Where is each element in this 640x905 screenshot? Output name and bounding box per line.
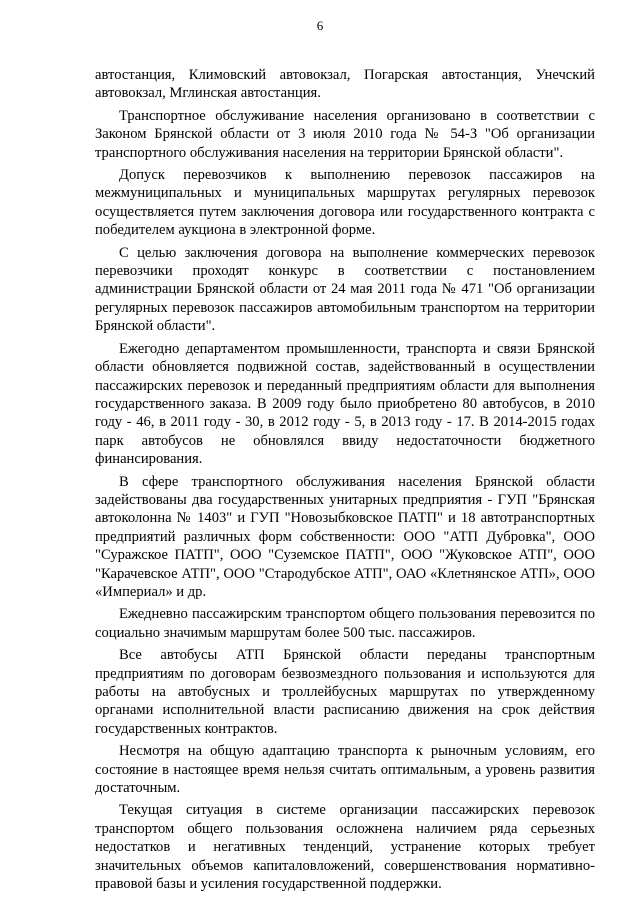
paragraph-8: Все автобусы АТП Брянской области переданы транспортным предприятиям по договорам безвозмездного пользования и используются для работы на автобусных и троллейбусных маршрутах по утвержденному органами исполнительной власти расписанию движения на срок действия государственных контрактов. — [95, 647, 595, 737]
paragraph-2: Транспортное обслуживание населения организовано в соответствии с Законом Брянской области от 3 июля 2010 года № 54-З "Об организации транспортного обслуживания населения на территории Брянской области". — [95, 107, 595, 161]
document-body — [95, 66, 595, 897]
paragraph-7: Ежедневно пассажирским транспортом общего пользования перевозится по социально значимым маршрутам более 500 тыс. пассажиров. — [95, 606, 595, 641]
paragraph-3: Допуск перевозчиков к выполнению перевозок пассажиров на межмуниципальных и муниципальных маршрутах регулярных перевозок осуществляется путем заключения договора или государственного контракта с победителем аукциона в электронной форме. — [95, 167, 595, 239]
paragraph-1: автостанция, Климовский автовокзал, Погарская автостанция, Унечский автовокзал, Мглинская автостанция. — [95, 67, 595, 102]
page-number: 6 — [316, 18, 324, 33]
paragraph-4: С целью заключения договора на выполнение коммерческих перевозок перевозчики проходят конкурс в соответствии с постановлением администрации Брянской области от 24 мая 2011 года № 471 "Об организации регулярных перевозок пассажиров автомобильным транспортом на территории Брянской области". — [95, 244, 595, 335]
paragraph-10: Текущая ситуация в системе организации пассажирских перевозок транспортом общего пользования осложнена наличием ряда серьезных недостатков и негативных тенденций, устранение которых требует значительных объемов капиталовложений, совершенствования нормативно-правовой базы и усиления государственной поддержки. — [95, 802, 595, 893]
paragraph-9: Несмотря на общую адаптацию транспорта к рыночным условиям, его состояние в настоящее время нельзя считать оптимальным, а уровень развития достаточным. — [95, 743, 595, 797]
paragraph-5: Ежегодно департаментом промышленности, транспорта и связи Брянской области обновляется подвижной состав, задействованный в осуществлении пассажирских перевозок и переданный предприятиям области для выполнения государственного заказа. В 2009 году было приобретено 80 автобусов, в 2010 году - 46, в 2011 году - 30, в 2012 году - 5, в 2013 году - 17. В 2014-2015 годах парк автобусов не обновлялся ввиду недостаточности бюджетного финансирования. — [95, 340, 595, 468]
paragraph-6: В сфере транспортного обслуживания населения Брянской области задействованы два государственных унитарных предприятия - ГУП "Брянская автоколонна № 1403" и ГУП "Новозыбковское ПАТП" и 18 автотранспортных предприятий различных форм собственности: ООО "АТП Дубровка", ООО "Суражское ПАТП", ООО "Суземское ПАТП", ООО "Жуковское АТП", ООО "Карачевское АТП", ООО "Стародубское АТП", ОАО «Клетнянское АТП», ООО «Империал» и др. — [95, 473, 595, 600]
